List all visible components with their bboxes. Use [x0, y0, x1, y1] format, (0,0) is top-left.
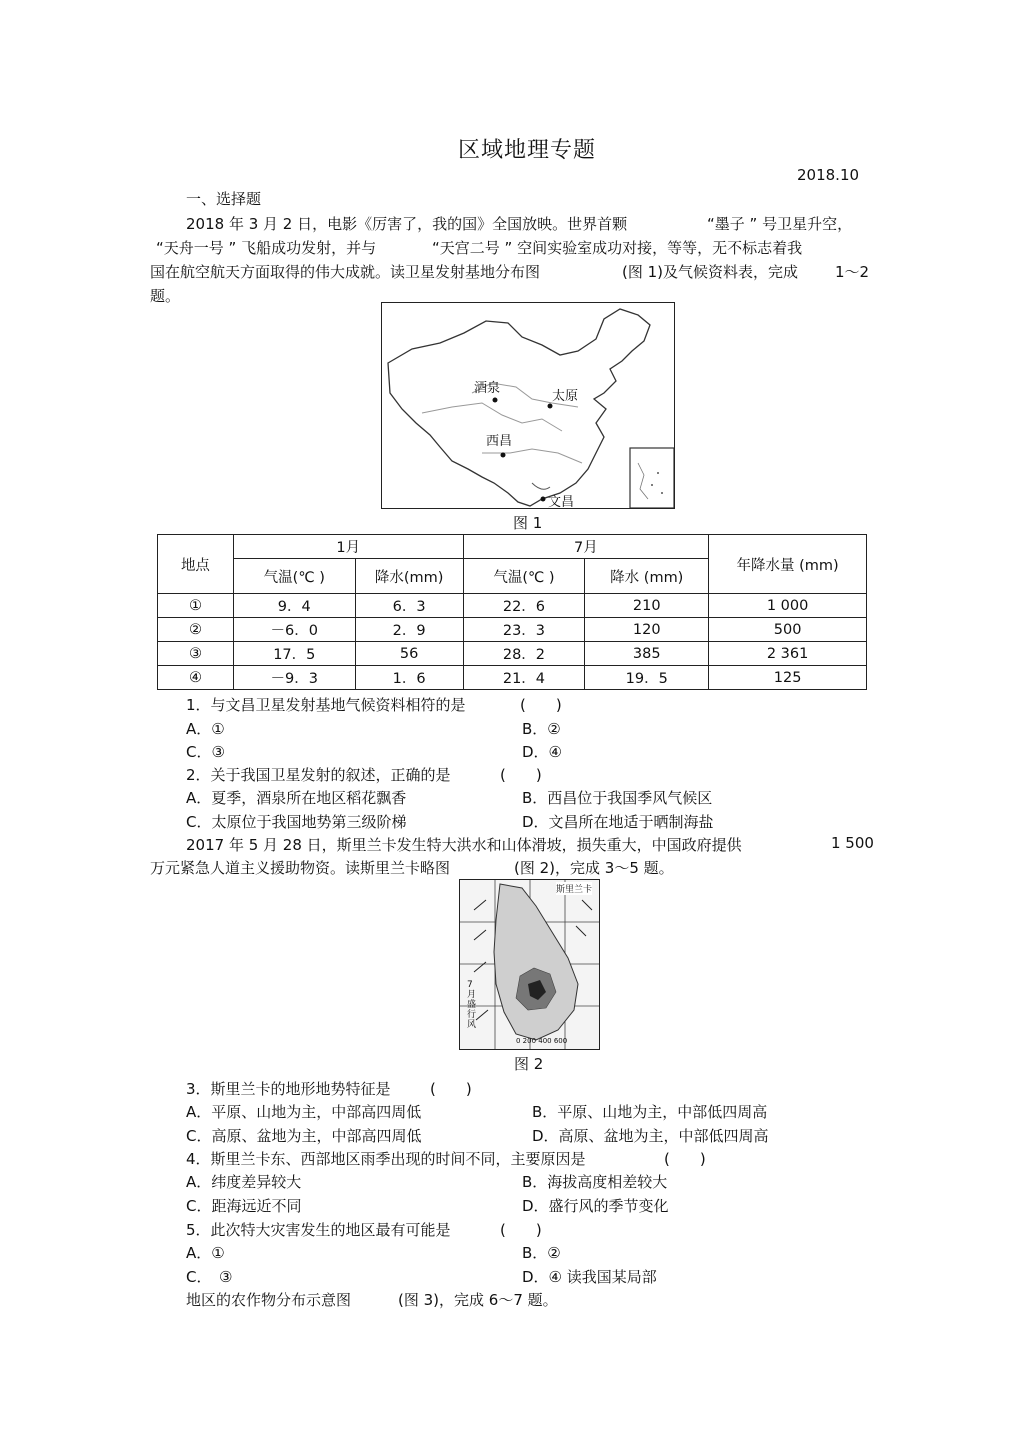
q1-option-b: B．② [522, 720, 561, 738]
q1-option-c: C．③ [186, 743, 225, 761]
q5-paren: ( ) [500, 1221, 542, 1239]
cell: 6．3 [355, 594, 463, 618]
q4-paren: ( ) [664, 1150, 706, 1168]
taiyuan-dot [548, 404, 553, 409]
intro2-line2a: 万元紧急人道主义援助物资。读斯里兰卡略图 [150, 859, 451, 877]
table-row [158, 618, 867, 642]
tail-line-a: 地区的农作物分布示意图 [186, 1291, 352, 1309]
cell: 56 [355, 642, 463, 666]
intro1-line1a: 2018 年 3 月 2 日，电影《厉害了，我的国》全国放映。世界首颗 [186, 215, 628, 233]
cell: ④ [158, 666, 234, 690]
q2-option-c: C．太原位于我国地势第三级阶梯 [186, 813, 407, 831]
q3-option-c: C．高原、盆地为主，中部高四周低 [186, 1127, 422, 1145]
cell: ② [158, 618, 234, 642]
cell: 9．4 [233, 594, 355, 618]
city-label-wenchang: 文昌 [548, 495, 575, 509]
cell: 23．3 [463, 618, 585, 642]
q4-stem: 4．斯里兰卡东、西部地区雨季出现的时间不同，主要原因是 [186, 1150, 586, 1168]
intro1-line3a: 国在航空航天方面取得的伟大成就。读卫星发射基地分布图 [150, 263, 541, 281]
city-label-xichang: 西昌 [486, 434, 513, 449]
header-prec-jan: 降水(mm) [355, 559, 463, 594]
figure-1-caption: 图 1 [513, 514, 543, 532]
cell: 120 [585, 618, 709, 642]
intro2-line2b: (图 2)，完成 3～5 题。 [514, 859, 674, 877]
fig2-scale-label: 0 200 400 600 [516, 1037, 568, 1045]
q4-option-d: D．盛行风的季节变化 [522, 1197, 669, 1215]
china-map-drawing [382, 303, 674, 508]
header-temp-jan: 气温(℃ ) [233, 559, 355, 594]
q2-stem: 2．关于我国卫星发射的叙述，正确的是 [186, 766, 451, 784]
climate-table [157, 534, 867, 690]
q1-stem: 1．与文昌卫星发射基地气候资料相符的是 [186, 696, 466, 714]
fig2-title-label: 斯里兰卡 [556, 882, 592, 895]
q1-option-a: A．① [186, 720, 225, 738]
q2-option-a: A．夏季，酒泉所在地区稻花飘香 [186, 789, 407, 807]
q2-paren: ( ) [500, 766, 542, 784]
sri-lanka-map-drawing [460, 880, 599, 1049]
q3-option-b: B．平原、山地为主，中部低四周高 [532, 1103, 768, 1121]
cell: 125 [709, 666, 867, 690]
header-annual: 年降水量 (mm) [709, 535, 867, 594]
cell: 22．6 [463, 594, 585, 618]
q5-option-b: B．② [522, 1244, 561, 1262]
q4-option-b: B．海拔高度相差较大 [522, 1173, 668, 1191]
figure-2-caption: 图 2 [514, 1055, 544, 1073]
cell: －6．0 [233, 618, 355, 642]
intro1-line3b: (图 1)及气候资料表，完成 [622, 263, 799, 281]
cell: 2．9 [355, 618, 463, 642]
figure-1-map [381, 302, 675, 509]
header-jan: 1月 [233, 535, 463, 559]
cell: 2 361 [709, 642, 867, 666]
intro1-line4: 题。 [150, 287, 181, 305]
q2-option-d: D．文昌所在地适于晒制海盐 [522, 813, 714, 831]
q4-option-c: C．距海远近不同 [186, 1197, 302, 1215]
cell: 28．2 [463, 642, 585, 666]
cell: －9．3 [233, 666, 355, 690]
intro1-line2b: “天宫二号 ” 空间实验室成功对接，等等，无不标志着我 [432, 239, 803, 257]
q1-paren: ( ) [520, 696, 562, 714]
intro2-line1a: 2017 年 5 月 28 日，斯里兰卡发生特大洪水和山体滑坡，损失重大，中国政府提供 [186, 836, 742, 854]
q5-stem: 5．此次特大灾害发生的地区最有可能是 [186, 1221, 451, 1239]
cell: 385 [585, 642, 709, 666]
table-row [158, 642, 867, 666]
cell: 500 [709, 618, 867, 642]
q3-option-d: D．高原、盆地为主，中部低四周高 [532, 1127, 769, 1145]
figure-2-map [459, 879, 600, 1050]
q2-option-b: B．西昌位于我国季风气候区 [522, 789, 713, 807]
xichang-dot [501, 453, 506, 458]
q5-option-d: D．④ 读我国某局部 [522, 1268, 657, 1286]
city-label-taiyuan: 太原 [552, 389, 579, 404]
cell: 1．6 [355, 666, 463, 690]
doc-date: 2018.10 [797, 166, 860, 184]
intro1-line2a: “天舟一号 ” 飞船成功发射，并与 [156, 239, 377, 257]
cell: 21．4 [463, 666, 585, 690]
intro1-line1b: “墨子 ” 号卫星升空， [707, 215, 853, 233]
q3-stem: 3．斯里兰卡的地形地势特征是 [186, 1080, 391, 1098]
intro1-line3c: 1～2 [835, 263, 870, 281]
fig2-wind-label: 7月盛行风 [467, 980, 477, 1030]
table-row [158, 594, 867, 618]
tail-line-b: (图 3)，完成 6～7 题。 [398, 1291, 558, 1309]
header-prec-jul: 降水 (mm) [585, 559, 709, 594]
cell: 19．5 [585, 666, 709, 690]
table-row [158, 666, 867, 690]
q3-paren: ( ) [430, 1080, 472, 1098]
header-site: 地点 [158, 535, 234, 594]
header-temp-jul: 气温(℃ ) [463, 559, 585, 594]
intro2-line1b: 1 500 [831, 834, 874, 852]
cell: 1 000 [709, 594, 867, 618]
header-jul: 7月 [463, 535, 709, 559]
q4-option-a: A．纬度差异较大 [186, 1173, 302, 1191]
q3-option-a: A．平原、山地为主，中部高四周低 [186, 1103, 422, 1121]
q5-option-c: C． ③ [186, 1268, 233, 1286]
city-label-jiuquan: 酒泉 [474, 381, 501, 396]
cell: ① [158, 594, 234, 618]
q1-option-d: D．④ [522, 743, 562, 761]
wenchang-dot [541, 497, 546, 502]
page-title: 区域地理专题 [458, 138, 597, 163]
section-heading: 一、选择题 [186, 190, 262, 208]
cell: ③ [158, 642, 234, 666]
cell: 210 [585, 594, 709, 618]
cell: 17．5 [233, 642, 355, 666]
jiuquan-dot [493, 398, 498, 403]
q5-option-a: A．① [186, 1244, 225, 1262]
